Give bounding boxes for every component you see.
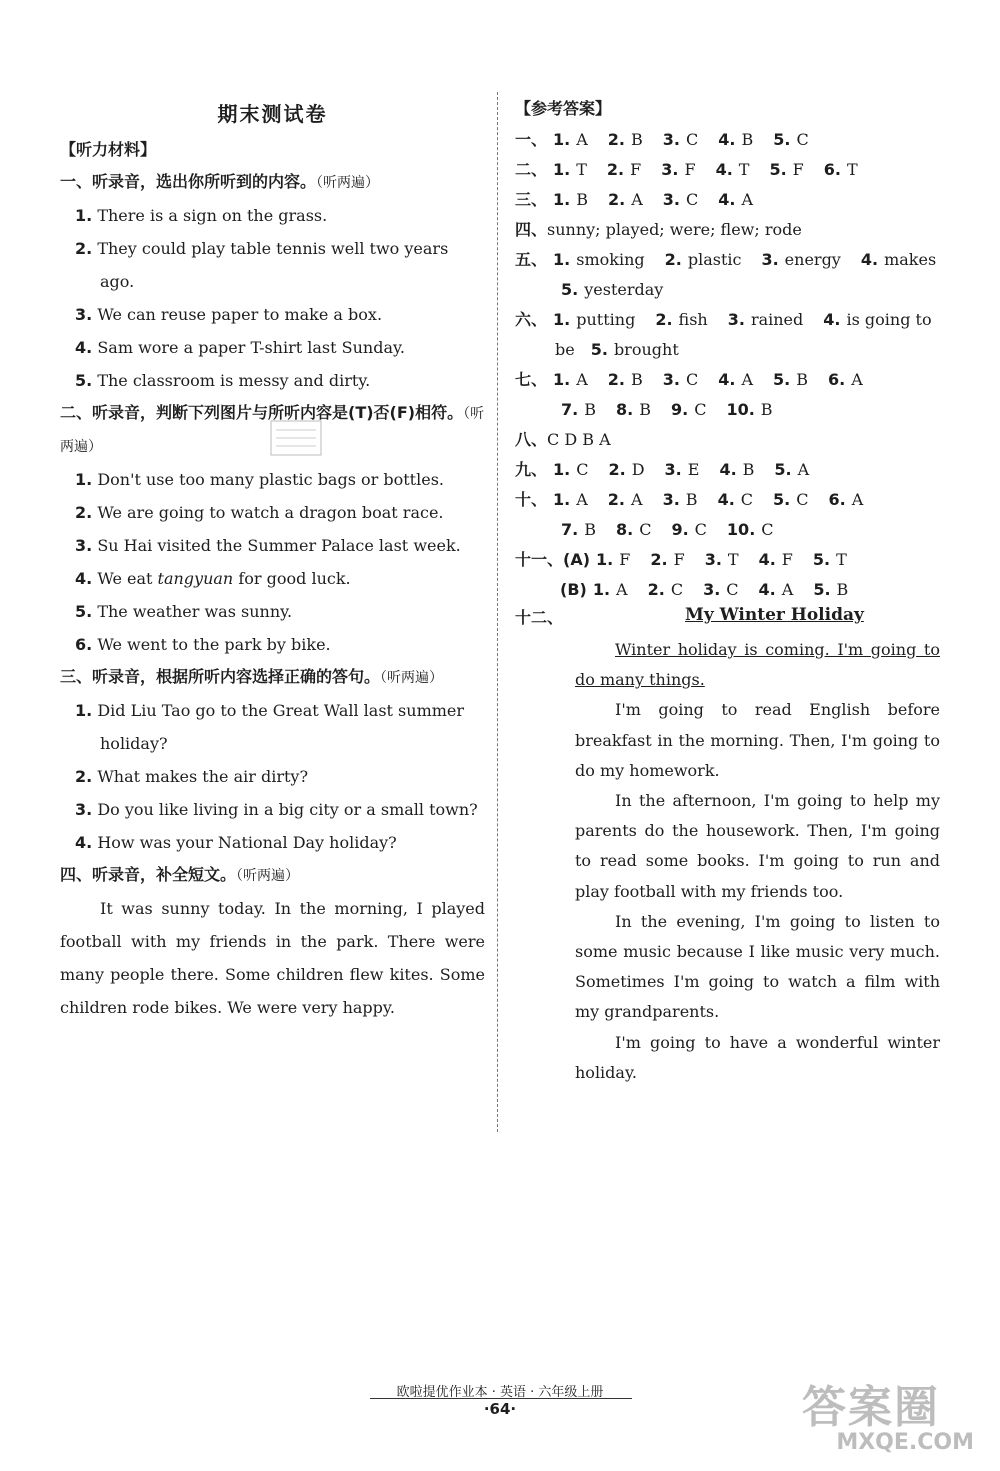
answer-row bbox=[515, 305, 940, 335]
answer-number: 2. bbox=[664, 250, 682, 269]
answer-value: A bbox=[576, 490, 588, 509]
answer-number: 1. bbox=[553, 310, 571, 329]
item-number: 5. bbox=[75, 602, 93, 621]
site-watermark bbox=[802, 1371, 982, 1461]
essay-header bbox=[515, 605, 940, 635]
answer-value: C bbox=[686, 190, 699, 209]
answer-value: F bbox=[673, 550, 685, 569]
answer-value: C bbox=[639, 520, 652, 539]
answer-number: 5. bbox=[812, 550, 831, 569]
list-item bbox=[60, 529, 485, 562]
item-text: for good luck. bbox=[233, 569, 351, 588]
answer-label: 十二、 bbox=[515, 608, 564, 627]
answer-row bbox=[515, 575, 940, 605]
answer-number: 5. bbox=[561, 280, 579, 299]
question-heading: 四、听录音，补全短文。（听两遍） bbox=[60, 865, 300, 884]
answer-number: 3. bbox=[661, 160, 679, 179]
answer-value: A bbox=[851, 490, 864, 509]
answer-value: E bbox=[687, 460, 700, 479]
answer-number: 2. bbox=[647, 580, 665, 599]
answer-number: 1. bbox=[553, 490, 571, 509]
answer-row bbox=[515, 185, 940, 215]
answer-value: makes bbox=[884, 250, 937, 269]
answer-row bbox=[515, 365, 940, 395]
question-items bbox=[60, 463, 485, 661]
answer-number: 3. bbox=[662, 130, 680, 149]
item-number: 4. bbox=[75, 569, 93, 588]
item-text: Don't use too many plastic bags or bottles. bbox=[97, 470, 444, 489]
answer-value: B bbox=[796, 370, 809, 389]
answer-number: 2. bbox=[607, 370, 626, 389]
answer-number: 2. bbox=[608, 190, 626, 209]
answer-text: sunny; played; were; flew; rode bbox=[547, 220, 802, 239]
answer-number: 5. bbox=[774, 460, 792, 479]
answer-value: B bbox=[741, 130, 754, 149]
answer-value: C bbox=[740, 490, 754, 509]
listening-passage: It was sunny today. In the morning, I played football with my friends in the park. There were many people there. Some children flew kites. Some children rode bikes. We were very happy. bbox=[60, 899, 485, 1017]
answer-value: A bbox=[631, 490, 643, 509]
essay-paragraph: I'm going to have a wonderful winter holiday. bbox=[575, 1032, 940, 1082]
answer-value: T bbox=[576, 160, 587, 179]
page-number: ·64· bbox=[483, 1400, 517, 1418]
answer-value: C bbox=[796, 490, 809, 509]
answer-label: 三、 bbox=[515, 190, 548, 209]
answer-row bbox=[515, 335, 940, 365]
answer-number: 10. bbox=[726, 400, 755, 419]
question-4 bbox=[60, 859, 485, 1024]
item-number: 2. bbox=[75, 503, 93, 522]
answer-number: 6. bbox=[828, 370, 846, 389]
answer-number: 9. bbox=[671, 520, 689, 539]
answer-number: 7. bbox=[561, 520, 579, 539]
answer-value: D bbox=[631, 460, 645, 479]
item-text: The weather was sunny. bbox=[97, 602, 293, 621]
question-1 bbox=[60, 166, 485, 397]
answer-number: 3. bbox=[662, 490, 680, 509]
list-item bbox=[60, 694, 485, 760]
answer-number: 3. bbox=[664, 460, 682, 479]
answer-number: 3. bbox=[704, 550, 722, 569]
listening-material-label: 【听力材料】 bbox=[60, 140, 157, 159]
answer-number: 7. bbox=[561, 400, 579, 419]
list-item bbox=[60, 232, 485, 298]
answer-number: 4. bbox=[860, 250, 879, 269]
item-number: 5. bbox=[75, 371, 93, 390]
answer-number: 4. bbox=[715, 160, 733, 179]
answer-row bbox=[515, 275, 940, 305]
item-text: There is a sign on the grass. bbox=[97, 206, 328, 225]
list-item bbox=[60, 760, 485, 793]
column-divider bbox=[497, 92, 498, 1132]
answer-value: rained bbox=[750, 310, 804, 329]
answer-value: A bbox=[631, 190, 643, 209]
answer-value: is going to bbox=[846, 310, 932, 329]
answer-row bbox=[515, 425, 940, 455]
question-heading: 一、听录音，选出你所听到的内容。（听两遍） bbox=[60, 172, 380, 191]
item-number: 4. bbox=[75, 338, 93, 357]
answer-row bbox=[515, 155, 940, 185]
item-text: Sam wore a paper T-shirt last Sunday. bbox=[97, 338, 405, 357]
item-number: 2. bbox=[75, 767, 93, 786]
answer-number: 5. bbox=[773, 370, 791, 389]
item-text: Did Liu Tao go to the Great Wall last summer holiday? bbox=[97, 701, 465, 753]
answer-value: C bbox=[694, 400, 707, 419]
answer-number: 2. bbox=[606, 160, 625, 179]
list-item bbox=[60, 826, 485, 859]
answer-value: F bbox=[792, 160, 804, 179]
answer-number: 4. bbox=[758, 550, 776, 569]
answer-value: F bbox=[619, 550, 631, 569]
answer-value: putting bbox=[576, 310, 636, 329]
answer-value: C bbox=[761, 520, 774, 539]
answer-row bbox=[515, 215, 940, 245]
answer-value: B bbox=[631, 130, 643, 149]
watermark-url: MXQE.COM bbox=[836, 1430, 974, 1455]
answer-value: C bbox=[796, 130, 809, 149]
answer-number: 4. bbox=[823, 310, 841, 329]
answer-number: 10. bbox=[726, 520, 756, 539]
item-text: We are going to watch a dragon boat race. bbox=[97, 503, 444, 522]
essay-paragraph: In the afternoon, I'm going to help my parents do the housework. Then, I'm going to read some books. I'm going to run and play football with my friends too. bbox=[575, 791, 940, 901]
item-text: How was your National Day holiday? bbox=[97, 833, 397, 852]
essay-paragraph: I'm going to read English before breakfast in the morning. Then, I'm going to do my homework. bbox=[575, 700, 940, 780]
small-stamp-watermark bbox=[268, 418, 324, 458]
answer-value: A bbox=[741, 190, 754, 209]
answer-number: 1. bbox=[553, 460, 571, 479]
right-column bbox=[515, 92, 940, 1088]
answer-sublabel: (A) bbox=[563, 550, 591, 569]
answer-text: be bbox=[555, 340, 575, 359]
answer-rows bbox=[515, 125, 940, 605]
list-item bbox=[60, 463, 485, 496]
answer-number: 4. bbox=[719, 460, 737, 479]
item-text: We can reuse paper to make a box. bbox=[97, 305, 383, 324]
answer-row bbox=[515, 395, 940, 425]
item-text: Su Hai visited the Summer Palace last week. bbox=[97, 536, 461, 555]
answer-value: energy bbox=[784, 250, 841, 269]
answer-row bbox=[515, 515, 940, 545]
answer-label: 四、 bbox=[515, 220, 548, 239]
answer-value: A bbox=[781, 580, 794, 599]
list-item bbox=[60, 562, 485, 595]
answer-number: 4. bbox=[718, 190, 736, 209]
answer-number: 1. bbox=[553, 130, 571, 149]
answer-label: 六、 bbox=[515, 310, 548, 329]
answer-value: C bbox=[686, 370, 699, 389]
answer-label: 二、 bbox=[515, 160, 548, 179]
answer-number: 3. bbox=[761, 250, 779, 269]
answer-number: 5. bbox=[590, 340, 608, 359]
answer-row bbox=[515, 125, 940, 155]
answer-value: fish bbox=[678, 310, 708, 329]
list-item bbox=[60, 298, 485, 331]
answer-value: brought bbox=[613, 340, 679, 359]
answer-number: 5. bbox=[769, 160, 787, 179]
item-text: The classroom is messy and dirty. bbox=[97, 371, 371, 390]
answer-value: B bbox=[836, 580, 849, 599]
answer-number: 1. bbox=[553, 250, 571, 269]
question-heading: 二、听录音，判断下列图片与所听内容是(T)否(F)相符。（听两遍） bbox=[60, 403, 485, 455]
answer-label: 九、 bbox=[515, 460, 548, 479]
answer-number: 4. bbox=[717, 490, 735, 509]
list-item bbox=[60, 496, 485, 529]
item-number: 6. bbox=[75, 635, 93, 654]
answer-value: plastic bbox=[687, 250, 742, 269]
answer-value: A bbox=[576, 370, 588, 389]
list-item bbox=[60, 199, 485, 232]
answer-number: 3. bbox=[662, 370, 680, 389]
answer-value: B bbox=[584, 400, 596, 419]
answer-label: 七、 bbox=[515, 370, 548, 389]
answer-number: 6. bbox=[828, 490, 846, 509]
list-item bbox=[60, 331, 485, 364]
answer-number: 5. bbox=[773, 490, 791, 509]
item-number: 1. bbox=[75, 701, 93, 720]
answer-number: 3. bbox=[727, 310, 745, 329]
essay-paragraph: Winter holiday is coming. I'm going to do many things. bbox=[575, 640, 940, 690]
answer-text: C D B A bbox=[547, 430, 611, 449]
answer-value: B bbox=[685, 490, 698, 509]
item-number: 4. bbox=[75, 833, 93, 852]
answer-value: A bbox=[616, 580, 628, 599]
answer-value: A bbox=[576, 130, 588, 149]
answer-number: 8. bbox=[615, 520, 634, 539]
item-number: 2. bbox=[75, 239, 93, 258]
item-number: 3. bbox=[75, 536, 93, 555]
answer-value: A bbox=[741, 370, 754, 389]
answer-value: smoking bbox=[576, 250, 645, 269]
answer-number: 2. bbox=[608, 460, 626, 479]
answer-number: 1. bbox=[596, 550, 614, 569]
footer-rule bbox=[370, 1398, 632, 1399]
item-text-italic: tangyuan bbox=[157, 569, 234, 588]
answer-number: 4. bbox=[758, 580, 776, 599]
answer-label: 十一、 bbox=[515, 550, 564, 569]
answer-value: C bbox=[670, 580, 684, 599]
answer-number: 4. bbox=[718, 370, 736, 389]
answer-number: 1. bbox=[592, 580, 611, 599]
answer-value: yesterday bbox=[584, 280, 664, 299]
answer-number: 2. bbox=[607, 130, 626, 149]
answer-label: 五、 bbox=[515, 250, 548, 269]
answer-value: A bbox=[851, 370, 863, 389]
answer-value: B bbox=[631, 370, 643, 389]
answer-number: 2. bbox=[655, 310, 673, 329]
answer-value: T bbox=[727, 550, 739, 569]
answer-number: 9. bbox=[670, 400, 689, 419]
answer-row bbox=[515, 545, 940, 575]
item-number: 3. bbox=[75, 800, 93, 819]
answer-value: F bbox=[630, 160, 642, 179]
list-item bbox=[60, 628, 485, 661]
list-item bbox=[60, 793, 485, 826]
list-item bbox=[60, 364, 485, 397]
answer-value: T bbox=[836, 550, 847, 569]
answer-key-label: 【参考答案】 bbox=[515, 99, 612, 118]
answer-value: T bbox=[738, 160, 750, 179]
answer-row bbox=[515, 455, 940, 485]
answer-row bbox=[515, 485, 940, 515]
answer-number: 8. bbox=[615, 400, 634, 419]
answer-value: T bbox=[847, 160, 858, 179]
question-items bbox=[60, 199, 485, 397]
answer-number: 1. bbox=[553, 190, 571, 209]
answer-value: B bbox=[576, 190, 588, 209]
item-text: We eat bbox=[97, 569, 158, 588]
item-text: Do you like living in a big city or a small town? bbox=[97, 800, 478, 819]
essay-paragraph: In the evening, I'm going to listen to some music because I like music very much. Sometimes I'm going to watch a film with my grandparents. bbox=[575, 911, 940, 1022]
list-item bbox=[60, 595, 485, 628]
answer-label: 十、 bbox=[515, 490, 548, 509]
answer-value: C bbox=[694, 520, 707, 539]
item-text: They could play table tennis well two years ago. bbox=[97, 239, 449, 291]
answer-label: 八、 bbox=[515, 430, 548, 449]
answer-number: 3. bbox=[662, 190, 680, 209]
answer-value: B bbox=[760, 400, 773, 419]
answer-value: B bbox=[584, 520, 596, 539]
left-column bbox=[60, 92, 485, 1024]
answer-value: F bbox=[781, 550, 793, 569]
essay-title: My Winter Holiday bbox=[685, 605, 864, 625]
answer-value: A bbox=[797, 460, 810, 479]
page-title: 期末测试卷 bbox=[217, 102, 328, 126]
item-number: 1. bbox=[75, 206, 93, 225]
answer-number: 2. bbox=[607, 490, 626, 509]
answer-number: 4. bbox=[718, 130, 736, 149]
item-number: 1. bbox=[75, 470, 93, 489]
question-items bbox=[60, 694, 485, 859]
essay-body bbox=[515, 635, 940, 1088]
watermark-logo: 答案圈 bbox=[802, 1382, 940, 1433]
answer-value: B bbox=[639, 400, 651, 419]
answer-value: C bbox=[726, 580, 739, 599]
answer-value: B bbox=[742, 460, 755, 479]
answer-value: F bbox=[684, 160, 696, 179]
item-number: 3. bbox=[75, 305, 93, 324]
answer-number: 6. bbox=[823, 160, 841, 179]
footer-book-title: 欧啦提优作业本 · 英语 · 六年级上册 bbox=[396, 1385, 604, 1400]
question-3 bbox=[60, 661, 485, 859]
answer-row bbox=[515, 245, 940, 275]
answer-number: 5. bbox=[813, 580, 831, 599]
answer-value: C bbox=[576, 460, 589, 479]
answer-value: C bbox=[686, 130, 699, 149]
answer-label: 一、 bbox=[515, 130, 548, 149]
answer-sublabel: (B) bbox=[560, 580, 587, 599]
question-heading: 三、听录音，根据所听内容选择正确的答句。（听两遍） bbox=[60, 667, 444, 686]
answer-number: 3. bbox=[703, 580, 721, 599]
answer-number: 1. bbox=[553, 370, 571, 389]
answer-number: 5. bbox=[773, 130, 791, 149]
item-text: What makes the air dirty? bbox=[97, 767, 309, 786]
answer-number: 2. bbox=[650, 550, 668, 569]
item-text: We went to the park by bike. bbox=[97, 635, 331, 654]
answer-number: 1. bbox=[553, 160, 571, 179]
